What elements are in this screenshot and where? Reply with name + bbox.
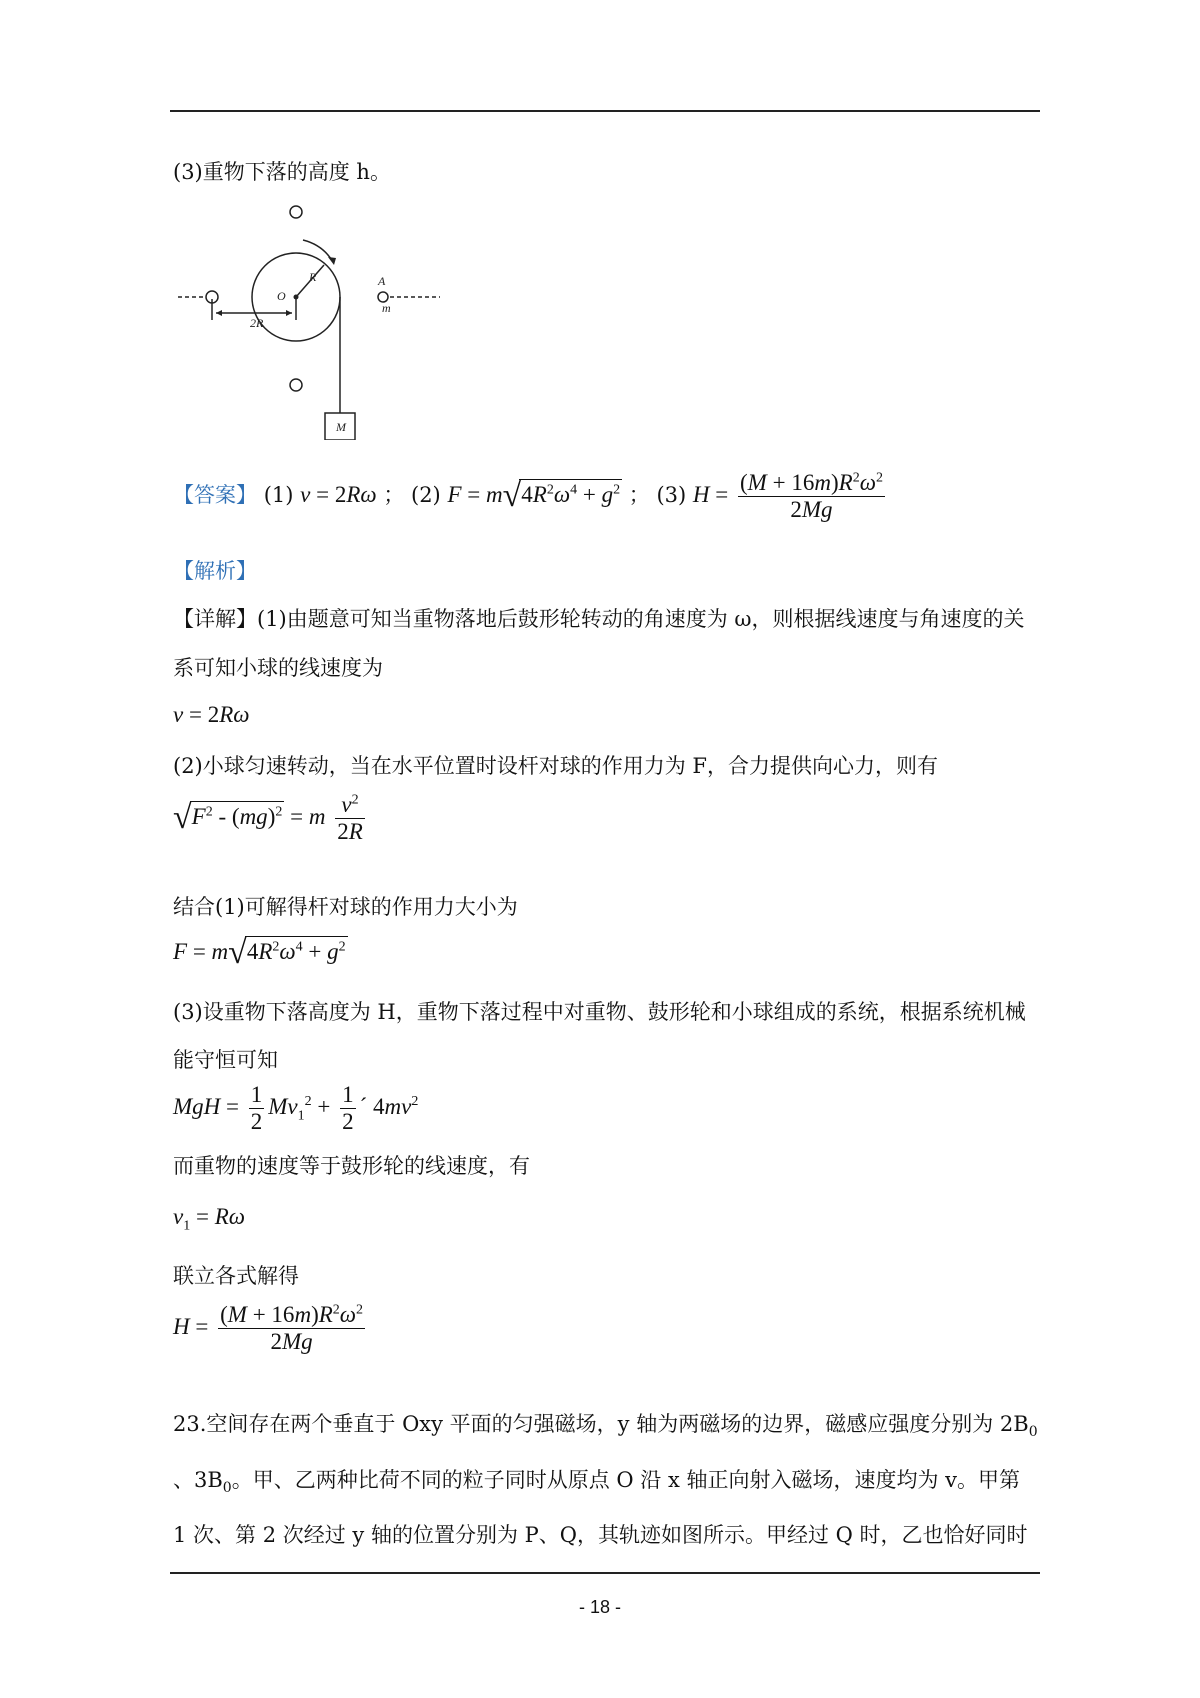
detail-tag: 【详解】 xyxy=(173,607,257,631)
top-ball xyxy=(290,206,302,218)
label-weight-m: M xyxy=(336,420,346,434)
answer-part3-label: (3) xyxy=(656,482,687,507)
answer-tag: 【答案】 xyxy=(173,482,257,507)
label-o: O xyxy=(277,289,286,303)
q23-line-3: 1 次、第 2 次经过 y 轴的位置分别为 P、Q，其轨迹如图所示。甲经过 Q 时，乙也恰好同时 xyxy=(173,1523,1028,1547)
analysis-tag: 【解析】 xyxy=(173,559,257,583)
detail-line-4: 结合(1)可解得杆对球的作用力大小为 xyxy=(173,895,518,919)
label-r: R xyxy=(309,270,317,284)
eq-v1: $v_1 = R\omega$ xyxy=(173,1204,245,1234)
detail-line-5: (3)设重物下落高度为 H，重物下落过程中对重物、鼓形轮和小球组成的系统，根据系统机械 xyxy=(173,1000,1026,1024)
label-m: m xyxy=(382,301,391,315)
header-rule xyxy=(170,110,1040,112)
answer-eq3: H = $\frac{(M + 16m)R^2\omega^2}{2Mg}$ xyxy=(692,470,883,522)
eq-energy: MgH = $\frac{1}{2}$ $Mv_1^2$ + $\frac{1}{2}$ ´ $4mv^2$ xyxy=(173,1082,419,1134)
answer-eq2: $F = m√4R^2\omega^4 + g^2$ xyxy=(447,476,621,514)
detail-line-2: 系可知小球的线速度为 xyxy=(173,656,383,680)
detail-line-6: 能守恒可知 xyxy=(173,1048,278,1072)
eq-f-result: $F = m√4R^2\omega^4 + g^2$ xyxy=(173,934,346,971)
footer-rule xyxy=(170,1572,1040,1574)
label-2r: 2R xyxy=(250,316,264,330)
detail-line-8: 联立各式解得 xyxy=(173,1264,299,1288)
label-a: A xyxy=(378,274,386,288)
detail-line-7: 而重物的速度等于鼓形轮的线速度，有 xyxy=(173,1154,530,1178)
q23-line-2: 、$3B_0$。甲、乙两种比荷不同的粒子同时从原点 O 沿 x 轴正向射入磁场，速度均为 v。甲第 xyxy=(173,1468,1021,1497)
answer-eq1: v = 2Rω xyxy=(300,481,377,507)
answer-part1-label: (1) xyxy=(263,482,294,507)
eq-force-balance: $√F^2 - (mg)^2 = m$ $\frac{v^2}{2R}$ xyxy=(173,792,363,844)
eq-v: v = 2Rω xyxy=(173,702,250,727)
bottom-ball xyxy=(290,379,302,391)
detail-line-1: 【详解】(1)由题意可知当重物落地后鼓形轮转动的角速度为 ω，则根据线速度与角速度的关 xyxy=(173,607,1025,631)
q23-line-1: 23.空间存在两个垂直于 Oxy 平面的匀强磁场，y 轴为两磁场的边界，磁感应强度分别为 $2B_0$ xyxy=(173,1412,1038,1441)
part3-heading: (3)重物下落的高度 h。 xyxy=(173,160,391,184)
answer-line: 【答案】 (1) v = 2Rω ； (2) $F = m√4R^2\omega^4 + g^2$ ； (3) H = $\frac{(M + 16m)R^2\omega^2}{2Mg}$ xyxy=(173,470,889,530)
pulley-diagram xyxy=(178,195,448,440)
detail-line-3: (2)小球匀速转动，当在水平位置时设杆对球的作用力为 F，合力提供向心力，则有 xyxy=(173,754,938,778)
answer-part2-label: (2) xyxy=(411,482,441,507)
eq-h-result: H = $\frac{(M + 16m)R^2\omega^2}{2Mg}$ xyxy=(173,1302,364,1354)
page-number: - 18 - xyxy=(578,1597,621,1617)
